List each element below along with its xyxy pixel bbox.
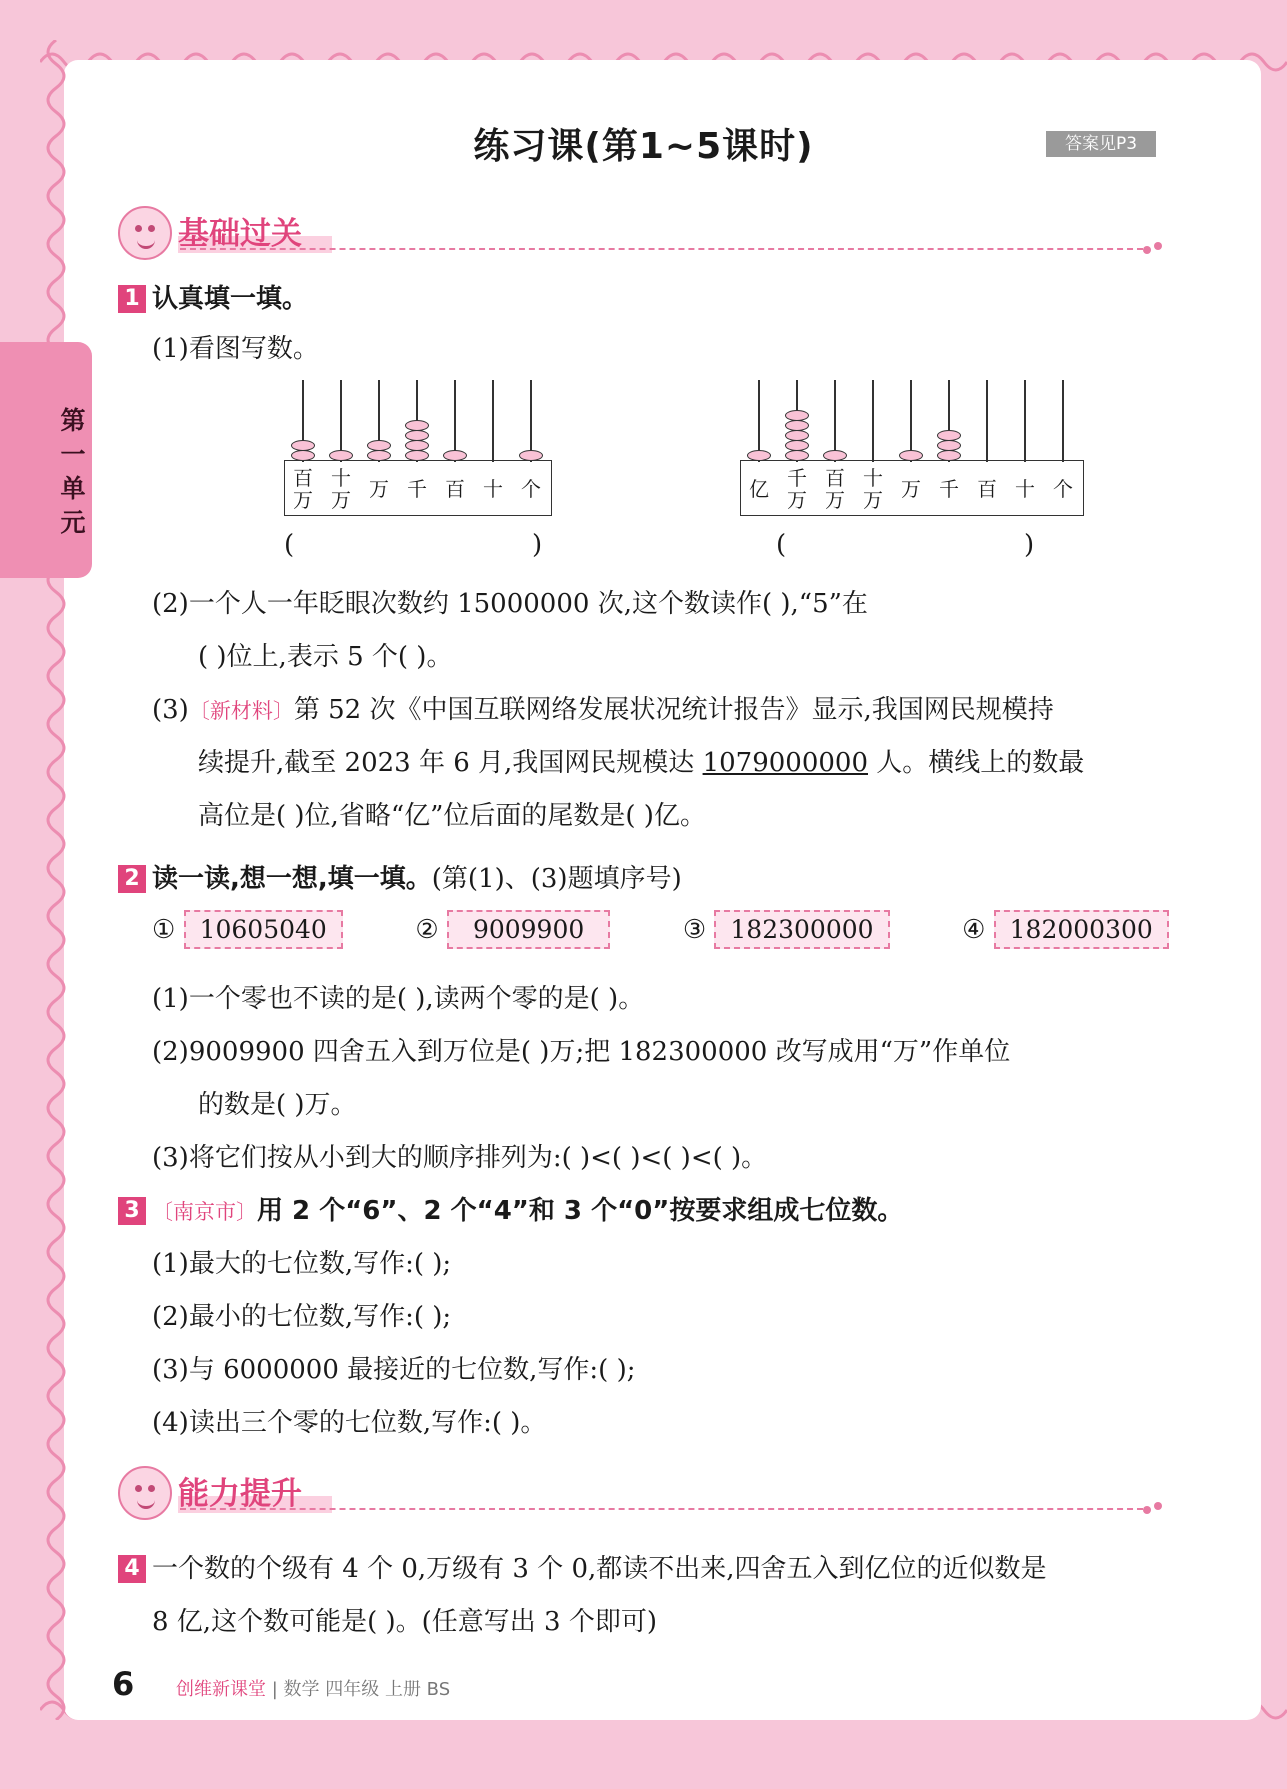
question-3-stem xyxy=(118,1190,903,1227)
abacus-bead xyxy=(405,440,429,451)
divider xyxy=(180,248,1143,250)
unit-tab-label: 第一单元 xyxy=(60,406,86,537)
abacus-bead xyxy=(291,440,315,451)
underlined-number: 1079000000 xyxy=(702,748,868,778)
question-4-line2: 8 亿,这个数可能是( )。(任意写出 3 个即可) xyxy=(152,1607,657,1637)
q1-part3-line3: 高位是( )位,省略“亿”位后面的尾数是( )亿。 xyxy=(198,801,706,831)
abacus-rod xyxy=(1024,380,1026,462)
option-2 xyxy=(415,915,610,945)
abacus-bead xyxy=(329,450,353,461)
option-1 xyxy=(152,915,343,945)
abacus-bead xyxy=(367,440,391,451)
answer-paren-open: ( xyxy=(284,530,295,560)
q1-part2-line2: ( )位上,表示 5 个( )。 xyxy=(198,642,453,672)
abacus-figure-1 xyxy=(284,380,544,516)
abacus-place-label: 千 xyxy=(407,477,427,501)
abacus-bead xyxy=(405,450,429,461)
page-number: 6 xyxy=(112,1665,135,1703)
q2-part1: (1)一个零也不读的是( ),读两个零的是( )。 xyxy=(152,984,645,1014)
section-header-advanced xyxy=(118,1462,1163,1522)
cartoon-avatar-icon xyxy=(118,1466,172,1520)
abacus-bead xyxy=(937,430,961,441)
page-title: 练习课(第1~5课时) xyxy=(473,126,814,167)
question-number: 3 xyxy=(118,1197,146,1225)
abacus-bead xyxy=(785,430,809,441)
option-value: 182300000 xyxy=(714,910,889,949)
abacus-rod xyxy=(492,380,494,462)
abacus-bead xyxy=(519,450,543,461)
cartoon-avatar-icon xyxy=(118,206,172,260)
section-header-basic xyxy=(118,202,1163,262)
q1-part2-line1: (2)一个人一年眨眼次数约 15000000 次,这个数读作( ),“5”在 xyxy=(152,589,868,619)
part-text: 人。横线上的数最 xyxy=(868,748,1085,778)
abacus-place-label: 万 xyxy=(901,477,921,501)
q2-part2-line2: 的数是( )万。 xyxy=(198,1090,357,1120)
abacus-place-label: 个 xyxy=(521,477,541,501)
option-mark: ③ xyxy=(682,915,707,945)
option-mark: ② xyxy=(415,915,439,945)
answer-paren-close: ) xyxy=(532,530,543,560)
dots-decoration xyxy=(1143,1502,1163,1516)
abacus-place-label: 万 xyxy=(369,477,389,501)
part-text: 第 52 次《中国互联网络发展状况统计报告》显示,我国网民规模持 xyxy=(293,695,1054,725)
question-number: 4 xyxy=(118,1555,146,1583)
abacus-bead xyxy=(785,450,809,461)
section-title: 能力提升 xyxy=(178,1468,332,1513)
abacus-place-label: 千 xyxy=(939,477,959,501)
option-4 xyxy=(962,915,1169,945)
q3-part4: (4)读出三个零的七位数,写作:( )。 xyxy=(152,1408,547,1438)
q1-part3-line2 xyxy=(198,742,1084,779)
question-number: 1 xyxy=(118,285,146,313)
abacus-bead xyxy=(823,450,847,461)
option-mark: ① xyxy=(152,915,176,945)
question-4-line1 xyxy=(118,1548,1047,1585)
abacus-bead xyxy=(785,410,809,421)
abacus-bead xyxy=(291,450,315,461)
abacus-place-label: 十 xyxy=(483,477,503,501)
part-text: 续提升,截至 2023 年 6 月,我国网民规模达 xyxy=(198,748,703,778)
abacus-bead xyxy=(785,420,809,431)
q1-part3-line1 xyxy=(152,689,1054,726)
part-label: (3) xyxy=(152,695,189,725)
abacus-place-label: 百 万 xyxy=(293,466,313,512)
question-2-stem xyxy=(118,858,682,895)
answer-reference-badge: 答案见P3 xyxy=(1046,131,1156,157)
abacus-bead xyxy=(937,440,961,451)
abacus-place-label: 百 万 xyxy=(825,466,845,512)
option-3 xyxy=(683,915,890,945)
q3-part3: (3)与 6000000 最接近的七位数,写作:( ); xyxy=(152,1355,636,1385)
unit-tab xyxy=(0,342,92,578)
new-material-tag: 〔新材料〕 xyxy=(188,699,294,723)
question-text: 用 2 个“6”、2 个“4”和 3 个“0”按要求组成七位数。 xyxy=(257,1196,904,1226)
abacus-bead xyxy=(405,430,429,441)
book-info: | 数学 四年级 上册 BS xyxy=(271,1679,451,1700)
dots-decoration xyxy=(1143,242,1163,256)
abacus-place-label: 十 万 xyxy=(863,466,883,512)
abacus-place-label: 十 xyxy=(1015,477,1035,501)
abacus-place-label: 十 万 xyxy=(331,466,351,512)
brand-name: 创维新课堂 xyxy=(176,1679,266,1700)
q1-part1: (1)看图写数。 xyxy=(152,334,319,364)
option-value: 9009900 xyxy=(447,910,610,949)
option-value: 182000300 xyxy=(994,910,1169,949)
abacus-place-label: 百 xyxy=(445,477,465,501)
abacus-rod xyxy=(1062,380,1064,462)
question-text: 认真填一填。 xyxy=(152,284,309,314)
abacus-bead xyxy=(367,450,391,461)
abacus-place-label: 百 xyxy=(977,477,997,501)
option-value: 10605040 xyxy=(184,910,343,949)
question-note: (第(1)、(3)题填序号) xyxy=(431,864,682,894)
question-text: 读一读,想一想,填一填。 xyxy=(152,864,432,894)
abacus-bead xyxy=(937,450,961,461)
footer-info xyxy=(176,1675,450,1701)
q2-options xyxy=(152,910,1169,949)
abacus-bead xyxy=(443,450,467,461)
answer-paren-close: ) xyxy=(1024,530,1035,560)
option-mark: ④ xyxy=(962,915,986,945)
q2-part2-line1: (2)9009900 四舍五入到万位是( )万;把 182300000 改写成用“万”作单位 xyxy=(152,1037,1011,1067)
wavy-border-left xyxy=(36,40,76,1720)
abacus-bead xyxy=(405,420,429,431)
abacus-rod xyxy=(872,380,874,462)
abacus-place-label: 亿 xyxy=(749,477,769,501)
abacus-place-label: 个 xyxy=(1053,477,1073,501)
question-1-stem xyxy=(118,278,308,315)
q3-part1: (1)最大的七位数,写作:( ); xyxy=(152,1249,452,1279)
divider xyxy=(180,1508,1143,1510)
abacus-bead xyxy=(785,440,809,451)
abacus-place-label: 千 万 xyxy=(787,466,807,512)
abacus-bead xyxy=(899,450,923,461)
abacus-figure-2 xyxy=(740,380,1074,516)
question-number: 2 xyxy=(118,865,146,893)
region-tag: 〔南京市〕 xyxy=(152,1200,257,1224)
answer-paren-open: ( xyxy=(776,530,787,560)
abacus-bead xyxy=(747,450,771,461)
section-title: 基础过关 xyxy=(178,208,332,253)
question-text: 一个数的个级有 4 个 0,万级有 3 个 0,都读不出来,四舍五入到亿位的近似数是 xyxy=(152,1554,1047,1584)
abacus-rod xyxy=(986,380,988,462)
q2-part3: (3)将它们按从小到大的顺序排列为:( )<( )<( )<( )。 xyxy=(152,1143,768,1173)
q3-part2: (2)最小的七位数,写作:( ); xyxy=(152,1302,452,1332)
